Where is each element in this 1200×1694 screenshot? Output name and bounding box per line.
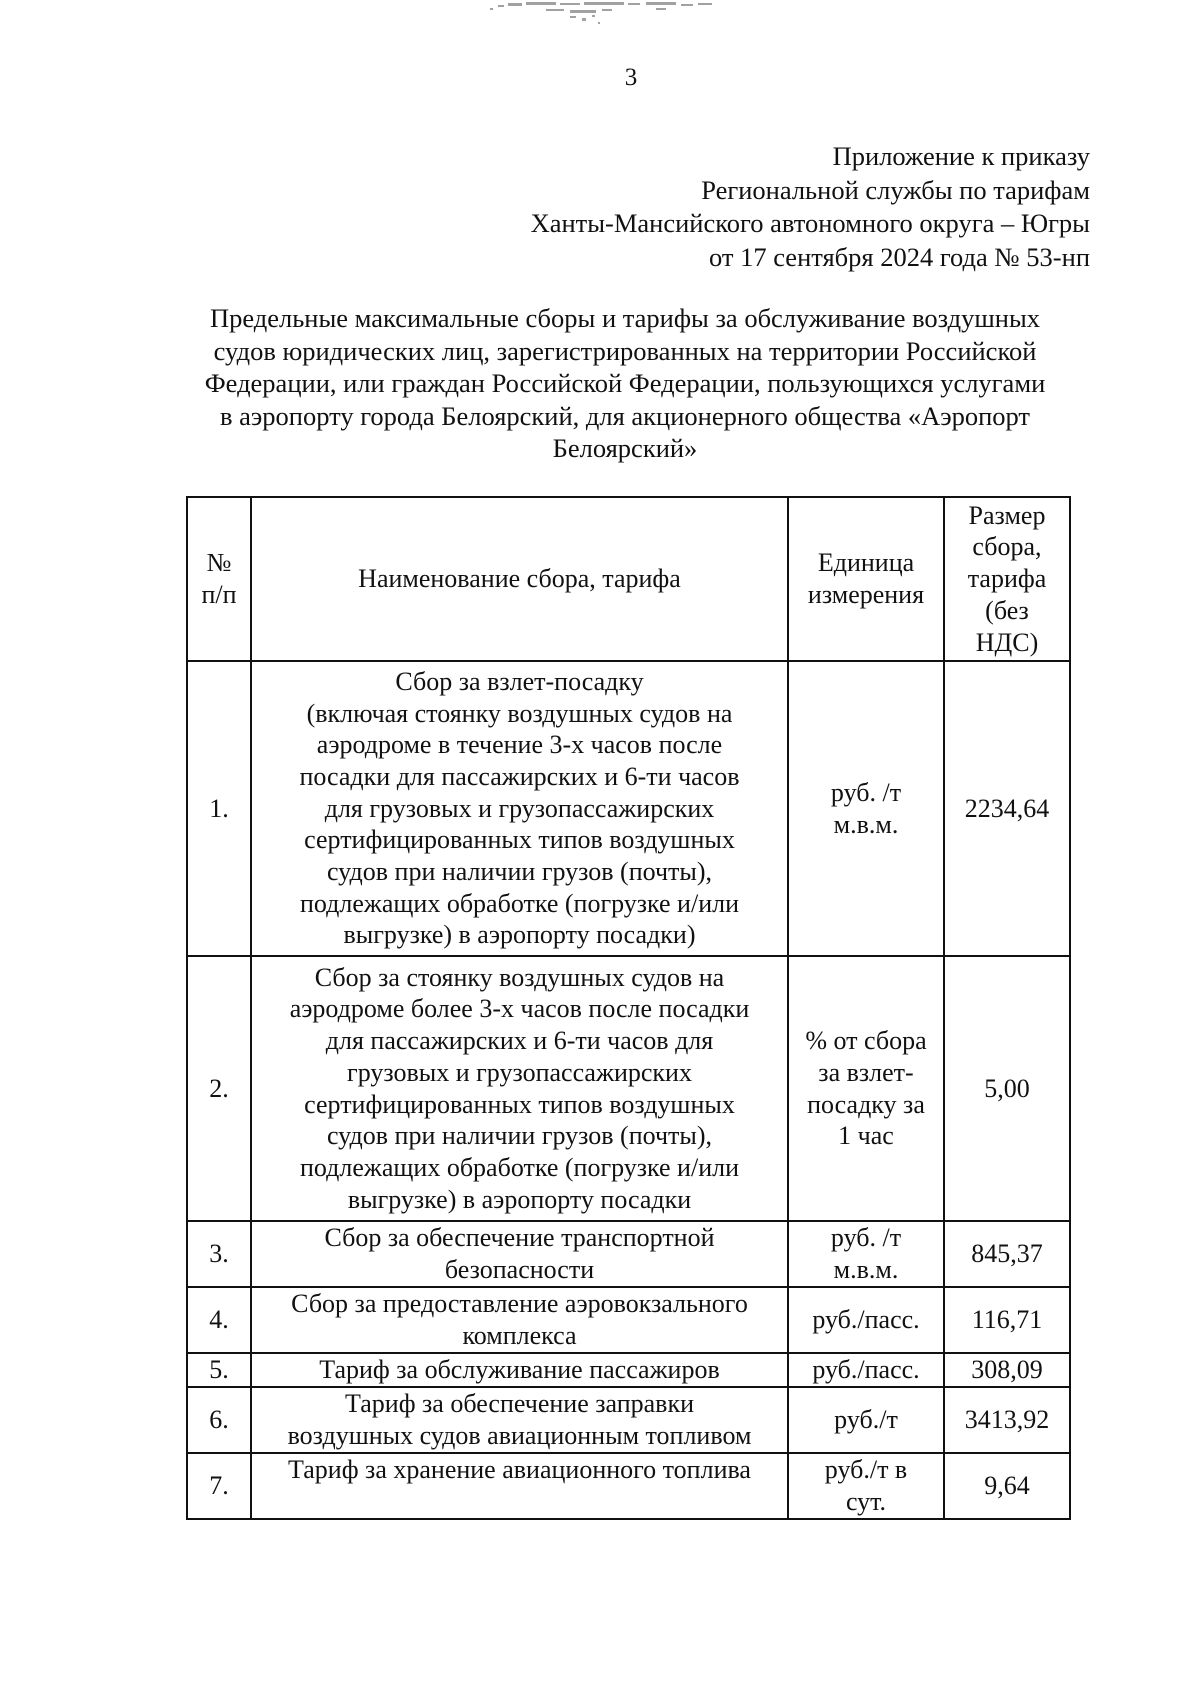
row-name: Сбор за предоставление аэровокзального комплекса	[251, 1287, 788, 1353]
title-line: Предельные максимальные сборы и тарифы за обслуживание воздушных	[209, 303, 1041, 333]
row-number: 3.	[187, 1221, 251, 1287]
row-value: 3413,92	[944, 1387, 1070, 1453]
row-number: 2.	[187, 956, 251, 1221]
header-unit: Единица измерения	[788, 497, 944, 661]
row-number: 1.	[187, 661, 251, 956]
page-number: 3	[624, 64, 638, 91]
row-name: Тариф за обеспечение заправки воздушных судов авиационным топливом	[251, 1387, 788, 1453]
row-number: 6.	[187, 1387, 251, 1453]
row-name: Тариф за хранение авиационного топлива	[251, 1453, 788, 1519]
row-value: 9,64	[944, 1453, 1070, 1519]
annex-line: Региональной службы по тарифам	[701, 174, 1090, 205]
row-unit: руб./т	[788, 1387, 944, 1453]
row-value: 845,37	[944, 1221, 1070, 1287]
row-unit: % от сбора за взлет- посадку за 1 час	[788, 956, 944, 1221]
title-line: Белоярский»	[552, 433, 698, 463]
row-value: 2234,64	[944, 661, 1070, 956]
row-value: 116,71	[944, 1287, 1070, 1353]
row-value: 5,00	[944, 956, 1070, 1221]
row-unit: руб./пасс.	[788, 1287, 944, 1353]
header-name: Наименование сбора, тарифа	[251, 497, 788, 661]
table-row	[187, 1287, 1070, 1353]
header-size: Размер сбора, тарифа (без НДС)	[944, 497, 1070, 661]
row-unit: руб./пасс.	[788, 1353, 944, 1387]
annex-line: Ханты-Мансийского автономного округа – Югры	[530, 208, 1090, 238]
table-row	[187, 956, 1070, 1221]
row-name: Сбор за взлет-посадку (включая стоянку воздушных судов на аэродроме в течение 3-х часов после посадки для пассажирских и 6-ти часов для грузовых и грузопассажирских сертифицированных типов воздушных судов при наличии грузов (почты), подлежащих обработке (погрузке и/или выгрузке) в аэропорту посадки)	[251, 661, 788, 956]
annex-line: от 17 сентября 2024 года № 53-нп	[708, 241, 1090, 272]
table-row	[187, 1387, 1070, 1453]
row-number: 5.	[187, 1353, 251, 1387]
row-name: Сбор за обеспечение транспортной безопасности	[251, 1221, 788, 1287]
row-unit: руб. /т м.в.м.	[788, 661, 944, 956]
annex-header	[531, 140, 1090, 274]
row-number: 4.	[187, 1287, 251, 1353]
row-name: Тариф за обслуживание пассажиров	[251, 1353, 788, 1387]
row-number: 7.	[187, 1453, 251, 1519]
row-unit: руб./т в сут.	[788, 1453, 944, 1519]
title-line: Федерации, или граждан Российской Федерации, пользующихся услугами	[204, 368, 1046, 398]
tariffs-table	[186, 496, 1071, 1520]
row-unit: руб. /т м.в.м.	[788, 1221, 944, 1287]
annex-line: Приложение к приказу	[832, 141, 1090, 171]
row-name: Сбор за стоянку воздушных судов на аэродроме более 3-х часов после посадки для пассажирских и 6-ти часов для грузовых и грузопассажирских сертифицированных типов воздушных судов при наличии грузов (почты), подлежащих обработке (погрузке и/или выгрузке) в аэропорту посадки	[251, 956, 788, 1221]
table-row	[187, 1453, 1070, 1519]
table-row	[187, 1221, 1070, 1287]
table-row	[187, 661, 1070, 956]
scan-artifact	[486, 0, 726, 38]
title-line: судов юридических лиц, зарегистрированных на территории Российской	[213, 335, 1037, 366]
row-value: 308,09	[944, 1353, 1070, 1387]
title-line: в аэропорту города Белоярский, для акционерного общества «Аэропорт	[219, 400, 1031, 431]
header-number: № п/п	[187, 497, 251, 661]
document-title	[150, 302, 1100, 465]
table-header-row	[187, 497, 1070, 661]
table-row	[187, 1353, 1070, 1387]
